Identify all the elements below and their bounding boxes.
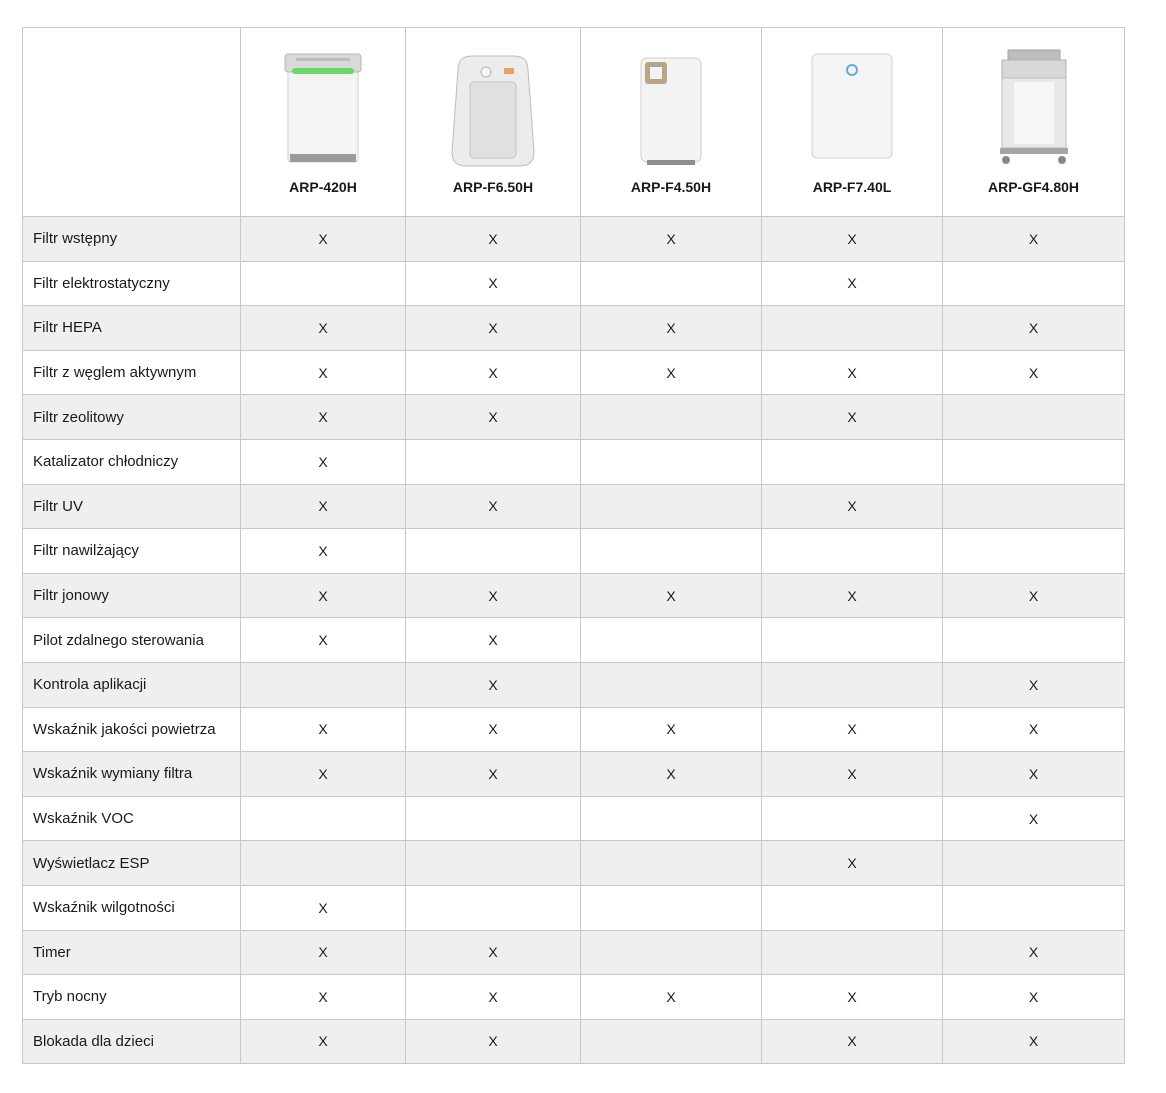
feature-label: Filtr z węglem aktywnym <box>23 350 241 395</box>
feature-mark-cell <box>943 885 1125 930</box>
feature-mark-cell: X <box>762 350 943 395</box>
product-name: ARP-F7.40L <box>812 179 892 195</box>
feature-mark-cell: X <box>406 662 581 707</box>
feature-label: Kontrola aplikacji <box>23 662 241 707</box>
feature-mark-cell <box>581 439 762 484</box>
feature-label: Wskaźnik wilgotności <box>23 885 241 930</box>
feature-mark-cell: X <box>943 217 1125 262</box>
header-row <box>23 28 1125 217</box>
feature-mark-cell: X <box>241 484 406 529</box>
feature-mark-cell: X <box>762 395 943 440</box>
feature-label: Filtr HEPA <box>23 306 241 351</box>
feature-mark-cell <box>943 618 1125 663</box>
feature-mark-cell: X <box>762 752 943 797</box>
feature-mark-cell <box>581 796 762 841</box>
feature-mark-cell <box>943 261 1125 306</box>
table-row <box>23 975 1125 1020</box>
feature-mark-cell: X <box>406 306 581 351</box>
feature-mark-cell <box>762 930 943 975</box>
feature-mark-cell <box>581 395 762 440</box>
feature-mark-cell <box>406 796 581 841</box>
feature-mark-cell: X <box>581 752 762 797</box>
feature-mark-cell: X <box>581 707 762 752</box>
feature-mark-cell: X <box>581 350 762 395</box>
feature-mark-cell: X <box>241 707 406 752</box>
feature-mark-cell: X <box>406 350 581 395</box>
feature-mark-cell: X <box>762 975 943 1020</box>
feature-mark-cell: X <box>406 930 581 975</box>
feature-mark-cell <box>581 484 762 529</box>
feature-mark-cell: X <box>406 707 581 752</box>
air-purifier-panel-icon <box>810 52 894 162</box>
feature-mark-cell: X <box>943 975 1125 1020</box>
feature-mark-cell <box>406 885 581 930</box>
feature-mark-cell <box>943 439 1125 484</box>
feature-label: Tryb nocny <box>23 975 241 1020</box>
feature-mark-cell <box>943 484 1125 529</box>
feature-mark-cell <box>406 439 581 484</box>
product-column-header <box>762 28 943 217</box>
product-column-header <box>241 28 406 217</box>
feature-label: Wskaźnik VOC <box>23 796 241 841</box>
feature-mark-cell: X <box>581 217 762 262</box>
feature-mark-cell: X <box>241 529 406 574</box>
feature-mark-cell: X <box>241 930 406 975</box>
feature-label: Katalizator chłodniczy <box>23 439 241 484</box>
product-column-header <box>406 28 581 217</box>
feature-mark-cell: X <box>762 217 943 262</box>
feature-mark-cell: X <box>406 573 581 618</box>
feature-mark-cell: X <box>241 618 406 663</box>
empty-corner-cell <box>23 28 241 217</box>
feature-mark-cell <box>762 662 943 707</box>
feature-mark-cell: X <box>406 484 581 529</box>
feature-mark-cell: X <box>943 930 1125 975</box>
table-row <box>23 306 1125 351</box>
feature-mark-cell: X <box>943 350 1125 395</box>
air-purifier-rounded-icon <box>448 52 538 170</box>
feature-mark-cell <box>581 261 762 306</box>
air-purifier-green-band-icon <box>282 50 364 168</box>
feature-mark-cell: X <box>943 796 1125 841</box>
feature-mark-cell: X <box>241 885 406 930</box>
feature-label: Filtr wstępny <box>23 217 241 262</box>
table-row <box>23 796 1125 841</box>
table-row <box>23 529 1125 574</box>
table-row <box>23 573 1125 618</box>
feature-mark-cell <box>581 1019 762 1064</box>
table-row <box>23 261 1125 306</box>
feature-mark-cell: X <box>241 439 406 484</box>
feature-mark-cell <box>762 885 943 930</box>
feature-label: Filtr nawilżający <box>23 529 241 574</box>
feature-mark-cell <box>241 796 406 841</box>
feature-mark-cell: X <box>241 573 406 618</box>
table-row <box>23 930 1125 975</box>
feature-mark-cell: X <box>241 975 406 1020</box>
feature-label: Wyświetlacz ESP <box>23 841 241 886</box>
feature-mark-cell: X <box>406 1019 581 1064</box>
feature-mark-cell: X <box>406 975 581 1020</box>
feature-mark-cell: X <box>943 707 1125 752</box>
product-name: ARP-GF4.80H <box>987 179 1080 195</box>
feature-mark-cell <box>762 796 943 841</box>
comparison-table <box>22 27 1125 1064</box>
table-row <box>23 707 1125 752</box>
feature-mark-cell: X <box>762 261 943 306</box>
feature-mark-cell <box>241 261 406 306</box>
feature-label: Filtr elektrostatyczny <box>23 261 241 306</box>
feature-mark-cell <box>943 529 1125 574</box>
feature-label: Filtr UV <box>23 484 241 529</box>
feature-mark-cell: X <box>581 573 762 618</box>
feature-label: Wskaźnik wymiany filtra <box>23 752 241 797</box>
feature-mark-cell <box>241 841 406 886</box>
feature-mark-cell <box>406 529 581 574</box>
table-row <box>23 439 1125 484</box>
feature-mark-cell: X <box>406 395 581 440</box>
feature-label: Blokada dla dzieci <box>23 1019 241 1064</box>
feature-mark-cell: X <box>943 662 1125 707</box>
feature-mark-cell <box>581 930 762 975</box>
feature-mark-cell: X <box>241 350 406 395</box>
product-column-header <box>581 28 762 217</box>
product-name: ARP-420H <box>289 179 357 195</box>
feature-mark-cell: X <box>762 841 943 886</box>
table-row <box>23 752 1125 797</box>
feature-label: Filtr zeolitowy <box>23 395 241 440</box>
feature-mark-cell: X <box>241 217 406 262</box>
feature-mark-cell <box>581 841 762 886</box>
feature-mark-cell <box>762 618 943 663</box>
feature-label: Filtr jonowy <box>23 573 241 618</box>
feature-label: Wskaźnik jakości powietrza <box>23 707 241 752</box>
feature-mark-cell <box>943 395 1125 440</box>
feature-label: Pilot zdalnego sterowania <box>23 618 241 663</box>
feature-mark-cell: X <box>943 573 1125 618</box>
feature-label: Timer <box>23 930 241 975</box>
feature-mark-cell <box>762 529 943 574</box>
feature-mark-cell: X <box>241 752 406 797</box>
feature-mark-cell: X <box>581 306 762 351</box>
feature-mark-cell: X <box>406 261 581 306</box>
product-name: ARP-F6.50H <box>452 179 534 195</box>
table-row <box>23 350 1125 395</box>
table-row <box>23 1019 1125 1064</box>
feature-mark-cell <box>406 841 581 886</box>
feature-mark-cell: X <box>762 484 943 529</box>
feature-mark-cell: X <box>762 573 943 618</box>
air-purifier-tower-icon <box>998 48 1070 166</box>
feature-mark-cell: X <box>406 618 581 663</box>
feature-mark-cell: X <box>581 975 762 1020</box>
feature-mark-cell: X <box>241 395 406 440</box>
feature-mark-cell: X <box>943 1019 1125 1064</box>
product-name: ARP-F4.50H <box>630 179 712 195</box>
feature-mark-cell: X <box>406 752 581 797</box>
feature-mark-cell: X <box>762 1019 943 1064</box>
feature-mark-cell <box>581 662 762 707</box>
feature-mark-cell <box>762 439 943 484</box>
table-row <box>23 885 1125 930</box>
table-row <box>23 484 1125 529</box>
table-row <box>23 662 1125 707</box>
feature-mark-cell <box>762 306 943 351</box>
feature-mark-cell <box>581 529 762 574</box>
air-purifier-slim-icon <box>639 56 703 168</box>
table-row <box>23 841 1125 886</box>
table-row <box>23 395 1125 440</box>
feature-mark-cell: X <box>762 707 943 752</box>
feature-mark-cell <box>943 841 1125 886</box>
feature-mark-cell <box>241 662 406 707</box>
feature-rows <box>23 217 1125 1064</box>
feature-mark-cell <box>581 618 762 663</box>
product-column-header <box>943 28 1125 217</box>
feature-mark-cell <box>581 885 762 930</box>
feature-mark-cell: X <box>943 306 1125 351</box>
table-row <box>23 618 1125 663</box>
feature-mark-cell: X <box>406 217 581 262</box>
feature-mark-cell: X <box>241 306 406 351</box>
table-row <box>23 217 1125 262</box>
feature-mark-cell: X <box>241 1019 406 1064</box>
feature-mark-cell: X <box>943 752 1125 797</box>
